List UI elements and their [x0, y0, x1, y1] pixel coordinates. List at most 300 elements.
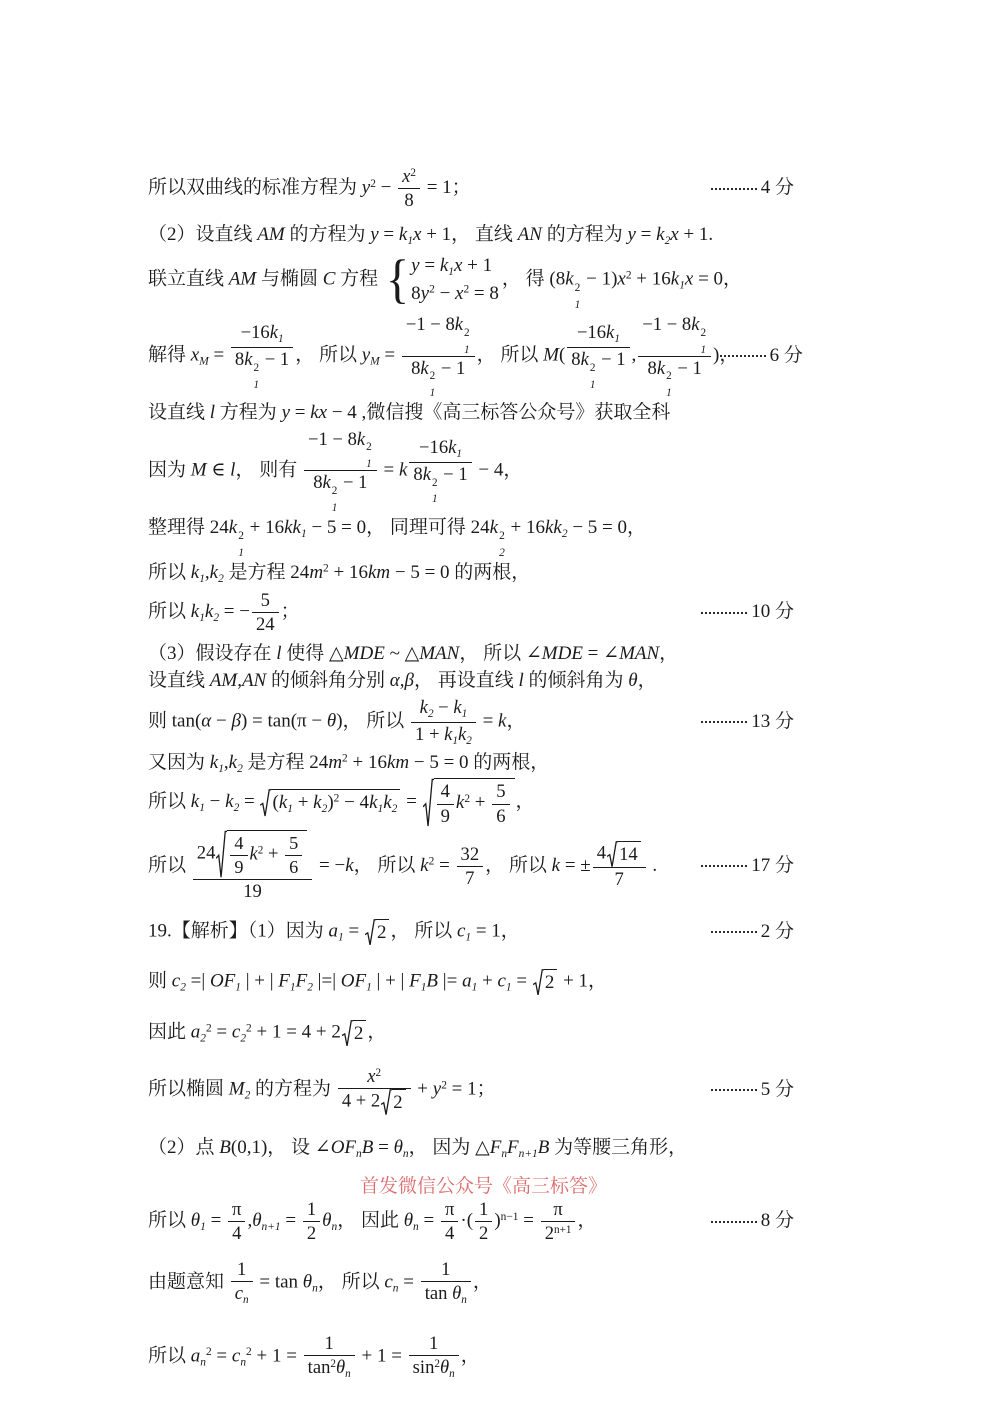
- line-content: [148, 642, 678, 667]
- text: −: [211, 710, 232, 732]
- text: 的方程为: [284, 223, 371, 245]
- subscript: M: [199, 355, 209, 368]
- text: 5: [289, 832, 299, 853]
- radicand: [376, 919, 390, 946]
- fraction: [285, 832, 302, 879]
- numerator: [409, 436, 471, 462]
- text: + 1.: [678, 223, 714, 245]
- math-variable: x: [455, 283, 464, 305]
- text: 19: [243, 880, 262, 902]
- fraction: [231, 321, 293, 390]
- denominator: [437, 804, 454, 828]
- text: 2: [376, 921, 387, 943]
- line-content: [148, 1198, 597, 1246]
- superscript: 2: [410, 166, 416, 179]
- text: 2: [306, 1223, 317, 1245]
- text: − 4，: [473, 459, 523, 481]
- text: sin: [412, 1357, 435, 1379]
- math-variable: F: [409, 971, 421, 993]
- superscript: 2: [589, 361, 596, 374]
- math-variable: k: [455, 792, 465, 814]
- math-variable: y: [361, 344, 371, 366]
- sub-sup-stack: [499, 531, 505, 560]
- text: 32: [460, 843, 480, 865]
- text: | + |: [371, 971, 410, 993]
- superscript: 2: [205, 1345, 212, 1358]
- numerator: [231, 321, 293, 347]
- score-marker: [673, 600, 794, 625]
- dotted-leader: [701, 721, 747, 723]
- math-variable: θ: [439, 1357, 450, 1379]
- subscript: 1: [407, 234, 414, 247]
- numerator: [541, 1198, 576, 1221]
- subscript: 1: [199, 611, 205, 624]
- text: + 1， 直线: [421, 223, 518, 245]
- radicand: [434, 778, 515, 828]
- text: + 1 = 4 + 2: [251, 1021, 341, 1043]
- text: =: [211, 1345, 232, 1367]
- text: = −: [219, 601, 250, 622]
- math-variable: k: [420, 854, 429, 876]
- dotted-leader: [711, 931, 757, 933]
- text: 所以椭圆: [148, 1078, 229, 1100]
- fraction: [402, 313, 475, 399]
- math-variable: k: [209, 751, 219, 773]
- denominator: [411, 722, 476, 749]
- text: − 1: [596, 349, 626, 371]
- math-variable: x: [402, 166, 411, 187]
- math-variable: y: [361, 177, 371, 199]
- text: 1: [237, 1258, 247, 1280]
- score-marker: [692, 344, 803, 369]
- math-variable: a: [328, 920, 339, 942]
- square-root: [533, 969, 558, 996]
- superscript: 2: [333, 792, 340, 805]
- text: =: [398, 1271, 419, 1293]
- text: 8: [313, 472, 323, 494]
- score-marker: [683, 176, 794, 201]
- superscript: 2: [238, 529, 244, 542]
- text: +: [477, 971, 498, 993]
- denominator: [567, 347, 629, 391]
- math-variable: k: [228, 516, 238, 538]
- math-variable: k: [228, 751, 238, 773]
- fraction: [567, 321, 629, 390]
- text: 2: [544, 1223, 555, 1245]
- radicand: [227, 830, 307, 879]
- subscript: 2: [237, 762, 243, 775]
- text: =: [418, 1210, 439, 1232]
- math-variable: θ: [393, 1136, 403, 1158]
- solution-line: [148, 669, 794, 694]
- text: +: [470, 792, 491, 814]
- line-content: [148, 751, 549, 777]
- equation-system: [385, 250, 499, 310]
- text: )，: [713, 344, 739, 366]
- text: =: [434, 854, 455, 876]
- fraction: [252, 589, 279, 637]
- radical-sign-icon: [260, 789, 271, 817]
- text: ， 所以: [295, 344, 362, 366]
- sub-sup-stack: [332, 486, 338, 514]
- math-variable: y: [281, 402, 290, 424]
- math-variable: MAN: [419, 643, 460, 665]
- fraction: [475, 1198, 492, 1246]
- subscript: 1: [218, 762, 224, 775]
- text: 设直线: [148, 670, 210, 692]
- math-variable: km: [367, 562, 391, 584]
- math-variable: y: [420, 283, 430, 305]
- text: ，: [637, 670, 657, 692]
- math-variable: kk: [284, 516, 301, 538]
- subscript: n: [312, 1282, 318, 1295]
- solution-line: [148, 1020, 794, 1047]
- math-variable: k: [454, 314, 464, 336]
- text: .: [647, 854, 658, 876]
- text: − 1: [260, 349, 290, 371]
- denominator: [193, 879, 313, 903]
- text: ∈: [206, 459, 231, 481]
- subscript: 1: [235, 982, 241, 995]
- subscript: 2: [307, 982, 313, 995]
- text: ,: [237, 670, 242, 692]
- superscript: 2: [342, 752, 348, 765]
- text: −16: [240, 322, 270, 344]
- text: ；: [280, 601, 300, 622]
- text: 使得 △: [281, 643, 344, 665]
- line-content: [148, 250, 743, 311]
- text: 14: [619, 844, 638, 865]
- subscript: 2: [427, 707, 434, 720]
- text: =: [205, 1210, 227, 1232]
- square-root: [607, 841, 641, 867]
- sub-sup-stack: [254, 363, 260, 391]
- line-content: [148, 401, 670, 426]
- numerator: [411, 696, 476, 722]
- text: ， 所以 ∠: [459, 643, 542, 665]
- math-variable: m: [328, 751, 343, 773]
- subscript: 1: [287, 803, 293, 816]
- denominator: [593, 867, 646, 891]
- text: 由题意知: [148, 1271, 229, 1293]
- math-variable: B: [426, 971, 439, 993]
- text: 4: [445, 1223, 455, 1245]
- numerator: [437, 780, 454, 803]
- text: |=: [438, 971, 463, 993]
- text: 所以: [148, 791, 191, 813]
- text: 所以: [148, 562, 191, 584]
- text: − 4: [339, 792, 370, 814]
- superscript: 2: [625, 269, 632, 282]
- text: ， 所以: [317, 1271, 385, 1293]
- solution-line: [148, 1332, 794, 1382]
- text: 因为: [148, 459, 191, 481]
- denominator: [409, 1355, 459, 1382]
- text: 又因为: [148, 751, 210, 773]
- text: ,: [247, 1210, 253, 1232]
- subscript: 1: [464, 343, 470, 356]
- text: −16: [419, 437, 449, 459]
- superscript: 2: [464, 326, 470, 339]
- text: 2: [393, 1092, 403, 1114]
- numerator: [231, 1258, 253, 1281]
- solution-line: [148, 561, 794, 587]
- superscript: n+1: [554, 1224, 572, 1237]
- subscript: 1: [429, 387, 436, 399]
- text: 的方程为: [541, 223, 628, 245]
- text: π: [444, 1199, 455, 1221]
- text: −1 − 8: [307, 428, 357, 450]
- text: =|: [185, 971, 210, 993]
- text: ， 所以: [485, 854, 552, 876]
- text: = 1；: [421, 177, 471, 199]
- score-label: 13 分: [751, 710, 794, 732]
- subscript: 1: [331, 501, 338, 514]
- denominator: [231, 1281, 253, 1308]
- text: 1: [306, 1199, 317, 1221]
- text: =: [208, 344, 229, 366]
- math-variable: k: [420, 357, 429, 379]
- superscript: 2: [700, 326, 707, 339]
- math-variable: F: [295, 971, 308, 993]
- math-variable: l: [230, 459, 236, 481]
- superscript: 2: [253, 361, 260, 374]
- subscript: n: [402, 1147, 409, 1160]
- text: 1: [429, 1332, 439, 1354]
- math-variable: y: [411, 255, 420, 277]
- text: =: [511, 971, 532, 993]
- superscript: 2: [431, 476, 438, 489]
- solution-line: [148, 642, 794, 667]
- subscript: 1: [574, 298, 581, 311]
- text: − 1: [672, 357, 702, 379]
- text: + 16: [631, 268, 671, 290]
- score-marker: [683, 1209, 794, 1234]
- score-marker: [673, 710, 794, 735]
- text: −1 − 8: [405, 314, 455, 336]
- math-variable: k: [383, 792, 392, 814]
- square-root: [423, 778, 515, 828]
- fraction: [593, 841, 646, 892]
- subscript: 1: [277, 333, 284, 346]
- subscript: 2: [391, 803, 398, 816]
- math-variable: k: [551, 854, 561, 876]
- text: 8: [571, 349, 581, 371]
- text: =: [401, 791, 422, 813]
- fraction: [231, 1258, 253, 1308]
- text: −: [375, 177, 397, 199]
- superscript: 2: [205, 1022, 212, 1035]
- fraction: [409, 436, 471, 505]
- subscript: n: [392, 1282, 399, 1295]
- text: 的方程为: [250, 1078, 336, 1100]
- math-variable: k: [448, 437, 457, 459]
- text: =: [419, 255, 440, 277]
- system-row: [411, 254, 492, 280]
- subscript: n+1: [261, 1221, 281, 1234]
- text: 联立直线: [148, 268, 229, 290]
- solution-line: [148, 751, 794, 777]
- superscript: 2: [499, 529, 505, 542]
- math-variable: c: [456, 920, 466, 942]
- math-variable: a: [462, 971, 472, 993]
- denominator: [457, 866, 484, 890]
- text: ): [327, 792, 334, 814]
- subscript: n: [356, 1147, 362, 1160]
- superscript: 2: [370, 177, 376, 190]
- math-variable: km: [386, 751, 410, 773]
- math-variable: MDE: [343, 643, 385, 665]
- text: + 16: [347, 751, 387, 773]
- text: =: [239, 791, 260, 813]
- fraction: [304, 1332, 355, 1382]
- line-content: [148, 778, 535, 828]
- text: − 1: [438, 464, 468, 486]
- system-row: [411, 282, 499, 307]
- math-variable: x: [617, 268, 626, 290]
- subscript: 1: [431, 493, 438, 506]
- text: ，: [659, 643, 679, 665]
- text: ， 因为 △: [408, 1136, 490, 1158]
- denominator: [421, 1281, 471, 1308]
- numerator: [285, 832, 302, 855]
- superscript: 2: [366, 441, 372, 454]
- numerator: [193, 830, 313, 879]
- text: −: [433, 696, 454, 718]
- text: + 1 =: [251, 1345, 302, 1367]
- square-root: [381, 1089, 405, 1115]
- text: + 16: [505, 516, 545, 538]
- math-variable: k: [278, 792, 288, 814]
- text: ， 所以: [353, 854, 421, 876]
- text: =: [343, 920, 364, 942]
- text: 9: [234, 856, 244, 877]
- fraction: [303, 1198, 320, 1246]
- numerator: [338, 1065, 411, 1088]
- line-content: [148, 669, 657, 694]
- text: |=|: [312, 971, 341, 993]
- math-variable: k: [606, 322, 615, 344]
- subscript: 1: [420, 982, 427, 995]
- score-label: 8 分: [760, 1210, 794, 1232]
- text: −16: [576, 322, 607, 344]
- text: ，: [515, 791, 535, 813]
- text: 4 + 2: [341, 1090, 381, 1112]
- line-content: [148, 1136, 687, 1162]
- text: =: [290, 402, 311, 424]
- subscript: n: [461, 1293, 467, 1306]
- math-variable: M: [228, 1078, 245, 1100]
- radical-sign-icon: [216, 830, 227, 879]
- radicand: [271, 789, 400, 817]
- text: =: [211, 1021, 232, 1043]
- math-variable: AM: [209, 670, 238, 692]
- math-variable: k: [209, 562, 219, 584]
- math-variable: m: [309, 562, 324, 584]
- solution-line: [148, 165, 794, 213]
- numerator: [593, 841, 646, 867]
- radical-sign-icon: [365, 919, 376, 946]
- fraction: [541, 1198, 576, 1246]
- denominator: [304, 470, 377, 514]
- subscript: 1: [465, 931, 472, 944]
- score-label: 10 分: [751, 601, 794, 623]
- text: ，: [506, 710, 526, 732]
- text: ，: [460, 1345, 480, 1367]
- subscript: 2: [664, 234, 671, 247]
- subscript: 1: [238, 546, 244, 559]
- text: − 5 = 0， 同理可得 24: [306, 516, 490, 538]
- system-rows: [411, 254, 499, 307]
- math-variable: k: [439, 255, 449, 277]
- math-variable: c: [234, 1282, 244, 1304]
- superscript: 2: [429, 370, 436, 383]
- text: =: [280, 1210, 301, 1232]
- text: 整理得 24: [148, 516, 229, 538]
- math-variable: k: [419, 696, 428, 718]
- solution-line: [148, 1198, 794, 1246]
- math-variable: k: [190, 562, 200, 584]
- text: ， 再设直线: [413, 670, 519, 692]
- math-variable: θ: [326, 710, 337, 732]
- math-variable: k: [691, 314, 700, 336]
- line-content: [148, 1258, 492, 1308]
- subscript: 1: [461, 707, 468, 720]
- solution-line: [148, 250, 794, 311]
- sub-sup-stack: [238, 531, 244, 560]
- line-content: [148, 516, 646, 559]
- subscript: n: [501, 1147, 508, 1160]
- square-root: [260, 789, 400, 817]
- numerator: [228, 1198, 245, 1221]
- dotted-leader: [711, 1089, 757, 1091]
- text: 8: [411, 283, 421, 305]
- math-variable: θ: [252, 1210, 262, 1232]
- text: = ±: [560, 854, 591, 876]
- denominator: [409, 462, 471, 506]
- subscript: n: [331, 1221, 338, 1234]
- math-variable: k: [249, 843, 258, 865]
- fraction: [441, 1198, 458, 1246]
- text: 8: [647, 357, 657, 379]
- superscript: 2: [375, 1066, 382, 1079]
- numerator: [475, 1198, 492, 1221]
- text: π: [553, 1199, 563, 1221]
- sub-sup-stack: [666, 371, 672, 399]
- text: ， 则有: [235, 459, 302, 481]
- subscript: n: [413, 1221, 419, 1234]
- radicand: [392, 1089, 405, 1115]
- math-variable: β: [231, 710, 241, 732]
- text: (: [558, 344, 566, 366]
- text: 4: [440, 781, 450, 803]
- math-variable: k: [457, 723, 467, 745]
- subscript: 1: [505, 982, 512, 995]
- subscript: 1: [700, 343, 707, 356]
- text: 解得: [148, 344, 191, 366]
- fraction: [492, 780, 509, 828]
- text: + 1 =: [356, 1345, 407, 1367]
- math-variable: k: [422, 464, 431, 486]
- text: + 1: [462, 255, 493, 277]
- superscript: 2: [428, 855, 435, 868]
- text: + 16: [328, 562, 368, 584]
- subscript: 2: [561, 527, 568, 540]
- text: 8: [413, 464, 423, 486]
- score-marker: [683, 920, 794, 945]
- fraction: [230, 832, 247, 879]
- superscript: 2: [323, 562, 329, 575]
